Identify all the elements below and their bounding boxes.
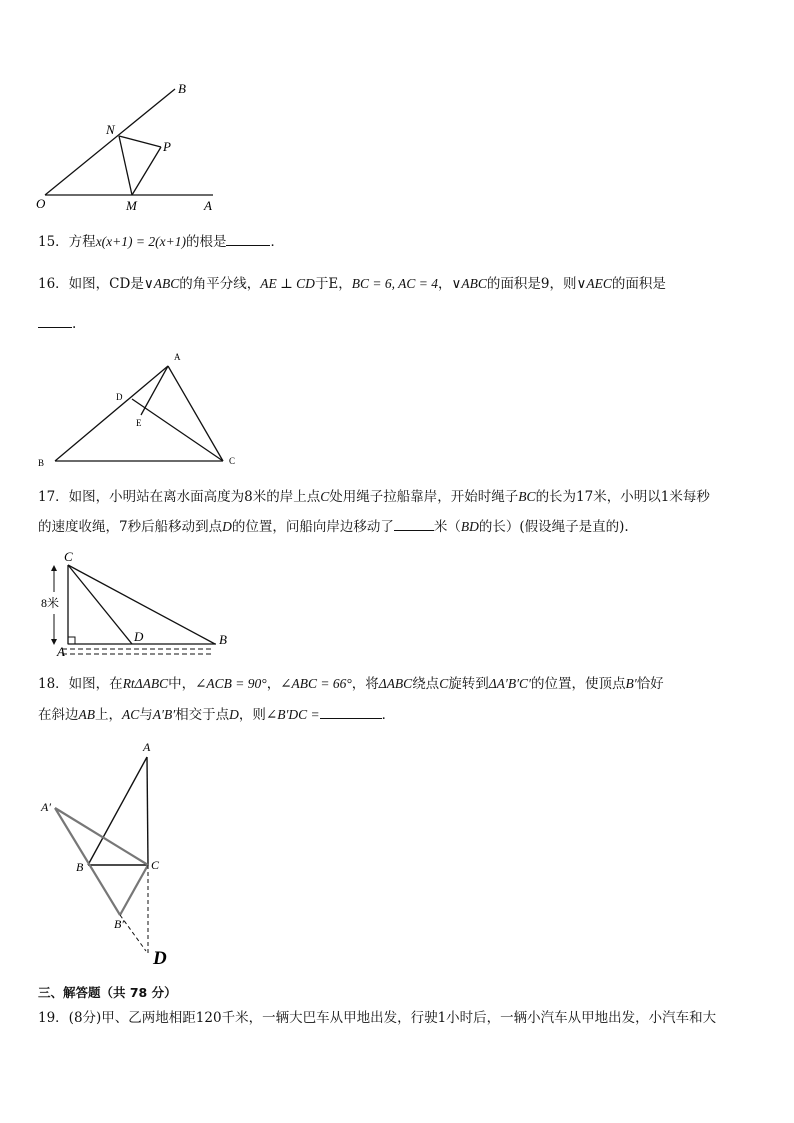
label-c: C [229,456,236,466]
q17-point-d: D [222,519,232,534]
segment-nm [119,136,132,195]
q16-end: . [72,316,77,332]
q17-point-c: C [320,489,330,504]
q18-text-7: 的位置，使顶点 [530,676,626,692]
label-bprime: B′ [114,917,124,931]
q18-angle-abc: ∠ABC = 66° [280,676,352,691]
q15-prefix: 15．方程 [38,234,96,250]
bisector-figure [30,348,250,473]
label-a: A [174,352,181,362]
q16-perpendicular: AE ⊥ CD [260,276,315,291]
section-title: 三、解答题（共 78 分） [38,985,177,1000]
label-a: A [57,644,65,659]
q16-text-5: 的面积是9，则 [486,276,577,292]
side-ab [88,757,147,865]
q16-answer-blank[interactable] [38,314,72,328]
q18-point-d: D [229,707,239,722]
q18-text-1: 18．如图，在 [38,676,123,692]
q16-text-4: ， [438,276,452,292]
label-e: E [136,418,142,428]
q18-text-4: ，将 [351,676,379,692]
q17-text-7: 的长）(假设绳子是直的). [478,519,629,535]
q18-segment-apbp: A′B′ [152,707,176,722]
q19-text: 19．(8分)甲、乙两地相距120千米，一辆大巴车从甲地出发，行驶1小时后，一辆小汽车从甲地出发，小汽车和大 [38,1010,717,1026]
q17-segment-bd: BD [460,519,479,534]
q17-text-4: 的速度收绳，7秒后船移动到点 [38,519,223,535]
q17-text-1: 17．如图，小明站在离水面高度为8米的岸上点 [38,489,321,505]
q18-text-2: 中， [168,676,196,692]
label-d: D [134,629,144,644]
q18-triangle: RtΔABC [122,676,169,691]
angle-figure [30,78,230,218]
right-angle-mark [68,637,75,644]
q16-text-6: 的面积是 [611,276,666,292]
q18-text-3: ， [266,676,281,692]
height-label: 8米 [41,596,60,610]
segment-np [119,136,161,147]
q17-text-3: 的长为17米，小明以1米每秒 [535,489,710,505]
question-19 [38,1008,716,1028]
q16-given: BC = 6, AC = 4 [351,276,439,291]
q18-angle-bpdc: ∠B′DC = [265,707,320,722]
q16-text-1: 16．如图，CD是 [38,276,144,292]
side-ac [147,757,148,865]
question-17-line-2 [38,517,629,537]
side-ba [55,366,168,461]
label-p: P [163,139,171,154]
label-b: B [178,81,186,96]
q18-point-bprime: B′ [625,676,637,691]
q15-suffix: 的根是 [185,234,227,250]
q17-answer-blank[interactable] [394,517,434,531]
q15-equation: x(x+1) = 2(x+1) [95,234,186,249]
q18-text-10: 上， [95,707,122,723]
label-d: D [153,948,167,969]
q16-triangle-abc-2: ∨ABC [451,276,487,291]
question-15 [38,232,284,252]
q18-text-12: 相交于点 [175,707,230,723]
label-aprime: A′ [41,800,51,814]
q18-segment-ac: AC [122,707,140,722]
label-b: B [219,632,227,647]
label-c: C [64,549,73,564]
ray-ob [45,89,175,195]
q18-text-8: 恰好 [636,676,664,692]
question-16-line-2 [38,314,76,334]
question-18-line-2 [38,705,395,725]
side-bpc [120,865,148,915]
q17-text-6: 米（ [433,519,461,535]
label-b: B [76,860,84,874]
question-17 [38,487,710,507]
q18-angle-acb: ∠ACB = 90° [195,676,267,691]
question-18 [38,674,664,694]
q17-text-5: 的位置，问船向岸边移动了 [231,519,394,535]
q16-triangle-abc: ∨ABC [143,276,180,291]
bisector-cd [132,399,223,461]
side-apc [55,808,148,865]
q18-text-6: 旋转到 [448,676,489,692]
q15-end: ． [270,234,284,250]
q18-triangle-abc: ΔABC [378,676,413,691]
q17-text-2: 处用绳子拉船靠岸，开始时绳子 [329,489,519,505]
label-m: M [126,198,137,213]
label-a: A [204,198,212,213]
label-d: D [116,392,123,402]
q18-text-13: ，则 [238,707,266,723]
q18-end: ． [381,707,396,723]
rope-cd [68,565,132,644]
boat-rope-figure [36,548,236,663]
q18-text-5: 绕点 [412,676,440,692]
label-c: C [151,858,160,872]
label-b: B [38,458,45,468]
label-o: O [36,196,46,211]
segment-ae [141,366,168,415]
q16-triangle-aec: ∨AEC [576,276,612,291]
q15-answer-blank[interactable] [226,232,270,246]
q18-segment-ab: AB [78,707,95,722]
q18-point-c: C [439,676,449,691]
q17-segment-bc: BC [518,489,536,504]
q18-triangle-rotated: ΔA′B′C′ [488,676,531,691]
rotation-figure [36,735,186,975]
segment-pm [132,147,161,195]
question-16 [38,274,666,294]
label-n: N [106,122,115,137]
side-ac [168,366,223,461]
label-a: A [143,740,151,754]
q16-text-3: 于E， [314,276,352,292]
q16-text-2: 的角平分线， [179,276,261,292]
q18-text-9: 在斜边 [38,707,79,723]
q18-answer-blank[interactable] [320,705,382,719]
q18-text-11: 与 [139,707,153,723]
